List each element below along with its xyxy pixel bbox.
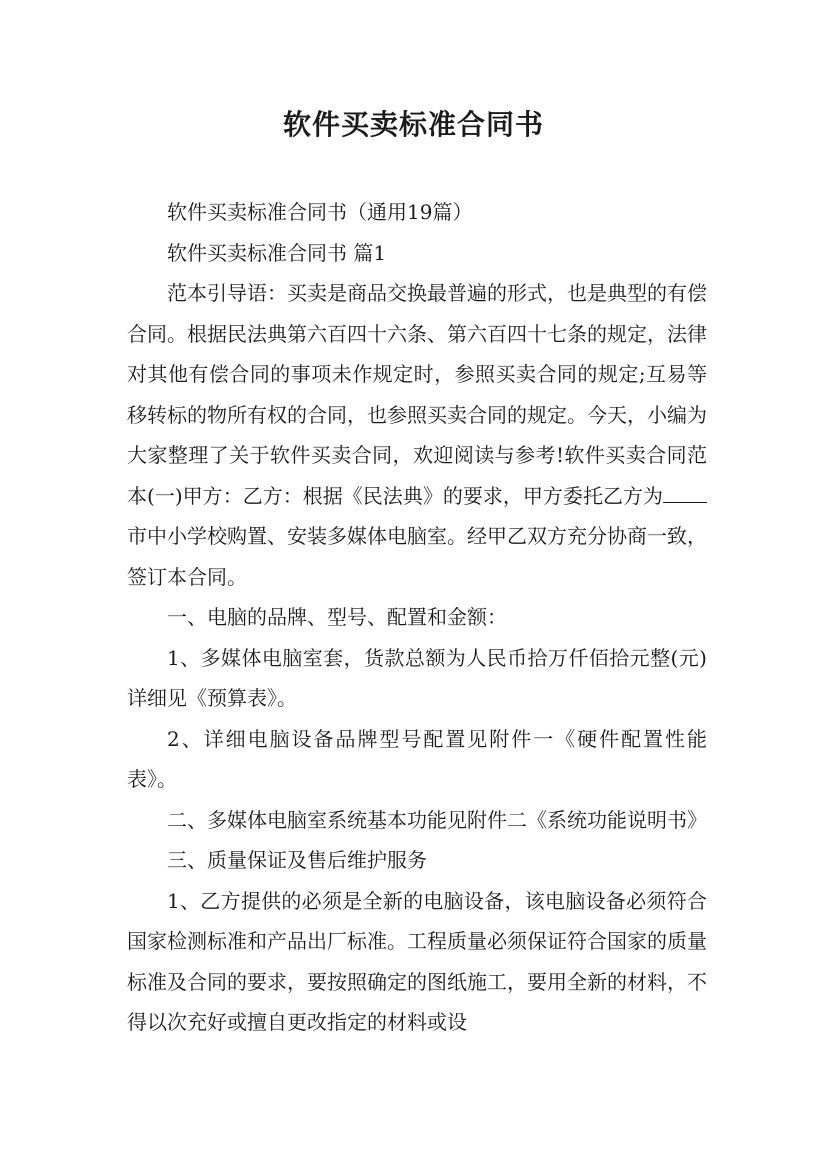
paragraph-clause-1-1: 1、多媒体电脑室套，货款总额为人民币拾万仟佰拾元整(元)详细见《预算表》。	[127, 645, 707, 710]
paragraph-clause-2: 二、多媒体电脑室系统基本功能见附件二《系统功能说明书》	[167, 807, 707, 832]
document-title: 软件买卖标准合同书	[282, 108, 544, 141]
paragraph-section-heading: 软件买卖标准合同书 篇1	[167, 240, 387, 265]
paragraph-clause-3-1: 1、乙方提供的必须是全新的电脑设备，该电脑设备必须符合国家检测标准和产品出厂标准。工程质量必须保证符合国家的质量标准及合同的要求，要按照确定的图纸施工，要用全新的材料，不得以次充好或擅自更改指定的材料或设	[127, 888, 707, 1034]
paragraph-intro	[127, 273, 707, 597]
blank-underline	[663, 480, 707, 503]
intro-text-continued: 市中小学校购置、安装多媒体电脑室。经甲乙双方充分协商一致，签订本合同。	[127, 524, 707, 589]
paragraph-clause-1: 一、电脑的品牌、型号、配置和金额：	[167, 605, 507, 629]
intro-text: 范本引导语：买卖是商品交换最普遍的形式，也是典型的有偿合同。根据民法典第六百四十六条、第六百四十七条的规定，法律对其他有偿合同的事项未作规定时，参照买卖合同的规定;互易等移转标的物所有权的合同，也参照买卖合同的规定。今天，小编为大家整理了关于软件买卖合同，欢迎阅读与参考!软件买卖合同范本(一)甲方：乙方：根据《民法典》的要求，甲方委托乙方为	[127, 281, 707, 508]
document-body	[127, 192, 707, 1043]
paragraph-clause-3: 三、质量保证及售后维护服务	[167, 848, 427, 872]
paragraph-subtitle: 软件买卖标准合同书（通用19篇）	[167, 200, 473, 224]
paragraph-clause-1-2: 2、详细电脑设备品牌型号配置见附件一《硬件配置性能表》。	[127, 726, 707, 791]
